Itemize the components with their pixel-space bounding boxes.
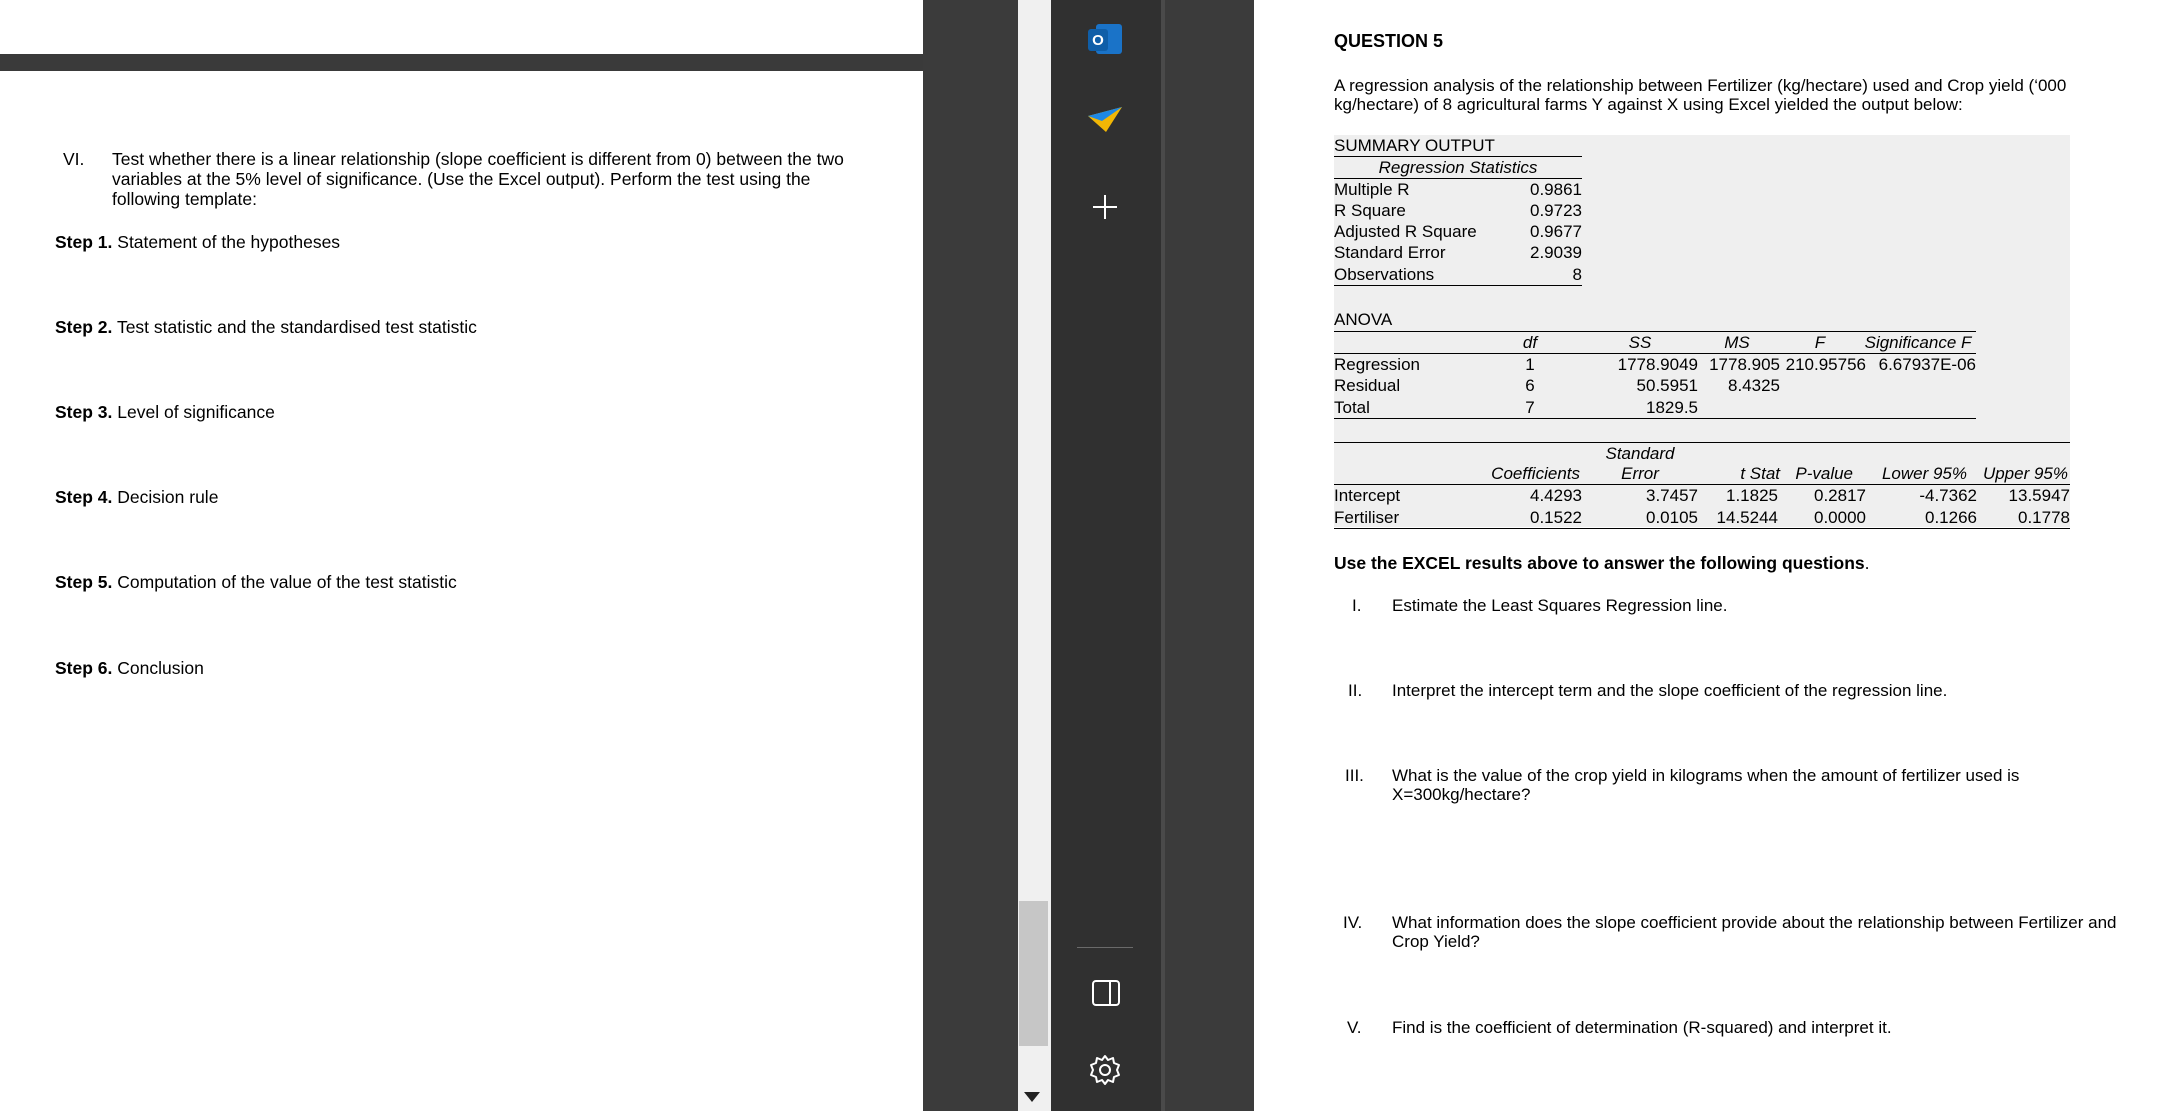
viewer-gutter-left bbox=[923, 0, 1018, 1111]
question-ii-text: Interpret the intercept term and the slope coefficient of the regression line. bbox=[1392, 681, 1948, 700]
question-i-number: I. bbox=[1352, 596, 1362, 615]
question-ii-number: II. bbox=[1348, 681, 1363, 700]
anova-cell: 1829.5 bbox=[1646, 398, 1698, 417]
instruction-line: Use the EXCEL results above to answer the following questions. bbox=[1334, 553, 1870, 573]
anova-row-label: Total bbox=[1334, 398, 1370, 417]
anova-header: df bbox=[1522, 333, 1538, 352]
scrollbar-thumb[interactable] bbox=[1019, 901, 1048, 1046]
coef-header: Lower 95% bbox=[1881, 464, 1967, 483]
stat-label: R Square bbox=[1334, 201, 1406, 220]
stat-label: Observations bbox=[1334, 265, 1435, 284]
rule bbox=[1334, 442, 2070, 443]
stat-value: 0.9861 bbox=[1530, 180, 1582, 199]
anova-cell: 8.4325 bbox=[1728, 376, 1780, 395]
coef-row-label: Fertiliser bbox=[1334, 508, 1400, 527]
stat-value: 8 bbox=[1572, 265, 1582, 284]
anova-row-label: Regression bbox=[1334, 355, 1420, 374]
settings-icon[interactable] bbox=[1088, 1053, 1122, 1087]
stat-label: Multiple R bbox=[1334, 180, 1410, 199]
step-4: Step 4. Decision rule bbox=[55, 487, 219, 507]
rule bbox=[1334, 528, 2070, 529]
split-view-icon[interactable] bbox=[1091, 979, 1121, 1007]
anova-cell: 210.95756 bbox=[1785, 355, 1866, 374]
step-1: Step 1. Statement of the hypotheses bbox=[55, 232, 341, 252]
send-icon[interactable] bbox=[1086, 104, 1124, 136]
plus-icon[interactable] bbox=[1090, 192, 1120, 222]
svg-text:O: O bbox=[1092, 32, 1104, 49]
coef-cell: 0.1522 bbox=[1530, 508, 1582, 527]
anova-cell: 1 bbox=[1525, 355, 1535, 374]
question-v-number: V. bbox=[1347, 1018, 1362, 1037]
coef-cell: 0.1266 bbox=[1925, 508, 1977, 527]
coef-row-label: Intercept bbox=[1334, 486, 1401, 505]
rule bbox=[1334, 418, 1976, 419]
question-intro: A regression analysis of the relationship between Fertilizer (kg/hectare) used and Crop yield (‘000 kg/hectare) of 8 agricultural farms Y against X using Excel yielded the output below: bbox=[1334, 76, 2067, 114]
question-number: VI. bbox=[63, 149, 85, 169]
question-iv-text: What information does the slope coefficient provide about the relationship between Fertilizer and Crop Yield? bbox=[1392, 913, 2117, 951]
rule bbox=[1334, 156, 1582, 157]
anova-header: SS bbox=[1628, 333, 1652, 352]
coef-cell: 0.2817 bbox=[1814, 486, 1866, 505]
anova-cell: 6 bbox=[1525, 376, 1535, 395]
anova-cell: 7 bbox=[1525, 398, 1535, 417]
scroll-down-arrow-icon[interactable] bbox=[1024, 1092, 1040, 1102]
stat-value: 0.9723 bbox=[1530, 201, 1582, 220]
coef-cell: -4.7362 bbox=[1919, 486, 1977, 505]
coef-cell: 3.7457 bbox=[1646, 486, 1698, 505]
anova-row-label: Residual bbox=[1334, 376, 1401, 395]
anova-cell: 1778.9049 bbox=[1617, 355, 1698, 374]
rule bbox=[1334, 484, 2070, 485]
outlook-icon[interactable] bbox=[1086, 22, 1124, 58]
anova-cell: 1778.905 bbox=[1709, 355, 1780, 374]
stat-value: 0.9677 bbox=[1530, 222, 1582, 241]
stat-value: 2.9039 bbox=[1530, 243, 1582, 262]
step-6: Step 6. Conclusion bbox=[55, 658, 204, 678]
step-3: Step 3. Level of significance bbox=[55, 402, 275, 422]
regression-statistics-title: Regression Statistics bbox=[1378, 158, 1538, 177]
anova-header: Significance F bbox=[1864, 333, 1972, 352]
coef-cell: 0.0105 bbox=[1646, 508, 1698, 527]
anova-header: F bbox=[1814, 333, 1826, 352]
rule bbox=[1334, 178, 1582, 179]
question-iii-text: What is the value of the crop yield in kilograms when the amount of fertilizer used is X=300kg/hectare? bbox=[1392, 766, 2020, 804]
sidebar-divider bbox=[1077, 947, 1133, 948]
anova-header: MS bbox=[1724, 333, 1750, 352]
question-iii-number: III. bbox=[1345, 766, 1364, 785]
coef-header: Upper 95% bbox=[1982, 464, 2068, 483]
rule bbox=[1334, 285, 1582, 286]
page-divider-bar bbox=[0, 54, 923, 71]
coef-cell: 14.5244 bbox=[1716, 508, 1778, 527]
question-title: QUESTION 5 bbox=[1334, 31, 1444, 51]
anova-title: ANOVA bbox=[1334, 310, 1393, 329]
step-5: Step 5. Computation of the value of the test statistic bbox=[55, 572, 457, 592]
rule bbox=[1334, 331, 1976, 332]
coef-header: P-value bbox=[1795, 464, 1853, 483]
question-i-text: Estimate the Least Squares Regression line. bbox=[1392, 596, 1728, 615]
stat-label: Standard Error bbox=[1334, 243, 1446, 262]
coef-cell: 13.5947 bbox=[2008, 486, 2070, 505]
anova-cell: 6.67937E-06 bbox=[1878, 355, 1976, 374]
coef-header: Standard bbox=[1605, 444, 1675, 463]
coef-cell: 0.0000 bbox=[1814, 508, 1866, 527]
app-sidebar bbox=[1051, 0, 1161, 1111]
coef-header: Coefficients bbox=[1491, 464, 1580, 483]
question-v-text: Find is the coefficient of determination (R-squared) and interpret it. bbox=[1392, 1018, 1892, 1037]
summary-output-title: SUMMARY OUTPUT bbox=[1334, 136, 1495, 155]
viewer-gutter-right bbox=[1165, 0, 1254, 1111]
coef-cell: 0.1778 bbox=[2018, 508, 2070, 527]
stat-label: Adjusted R Square bbox=[1334, 222, 1477, 241]
anova-cell: 50.5951 bbox=[1636, 376, 1698, 395]
rule bbox=[1334, 353, 1976, 354]
coef-header: t Stat bbox=[1740, 464, 1780, 483]
coef-cell: 1.1825 bbox=[1726, 486, 1778, 505]
coef-header: Error bbox=[1621, 464, 1659, 483]
step-2: Step 2. Test statistic and the standardised test statistic bbox=[55, 317, 477, 337]
question-iv-number: IV. bbox=[1343, 913, 1363, 932]
coef-cell: 4.4293 bbox=[1530, 486, 1582, 505]
question-text: Test whether there is a linear relationship (slope coefficient is different from 0) between the two variables at the 5% level of significance. (Use the Excel output). Perform the test using the following template: bbox=[112, 149, 844, 209]
